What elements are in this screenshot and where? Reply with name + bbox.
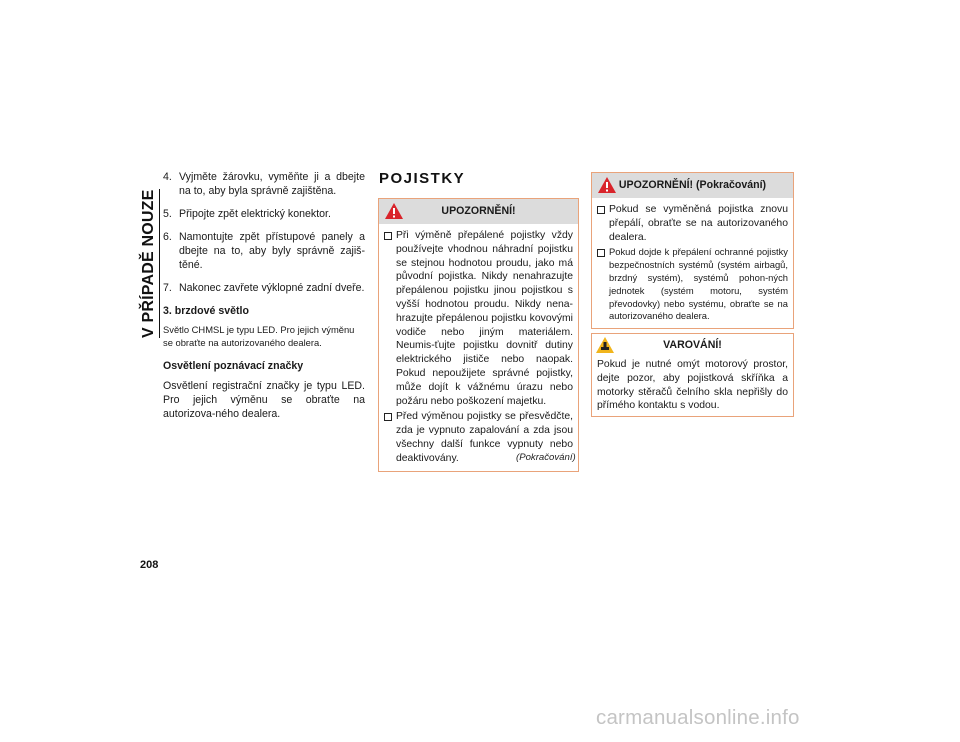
warning-text: Pokud je nutné omýt motorový prostor, dejte pozor, aby pojistková skříňka a motorky stěračů čelního skla nepřišly do přímého kontaktu s vodou. [597,359,788,412]
checkbox-bullet-icon [597,249,605,257]
page-number: 208 [140,559,159,571]
warning-body [592,356,793,416]
checkbox-bullet-icon [384,232,392,240]
caution-title: UPOZORNĚNÍ! [441,205,516,217]
step-text: Připojte zpět elektrický konektor. [179,208,331,220]
step-number: 5. [163,208,172,220]
caution-bullet-text: Při výměně přepálené pojistky vždy používejte vhodnou náhradní pojistku se stejnou hodnotou proudu, jako má původní pojistka. Nikdy nenahrazujte přepálenou pojistku jinou pojistkou s vyšší hodnotou proudu. Nikdy nena-hrazujte přepálenou pojistku kovovými vodiče nebo jiným materiálem. Neumis-ťujte pojistku dovnitř dutiny elektrického jističe nebo naopak. Pokud nepoužijete správné pojistky, může dojít k vážnému úrazu nebo požáru nebo poškození majetku. [396,230,573,407]
checkbox-bullet-icon [597,206,605,214]
step-item [163,207,365,221]
step-item [163,230,365,272]
warning-title: VAROVÁNÍ! [663,339,722,351]
caution-bullet-text: Pokud dojde k přepálení ochranné pojistky bezpečnostních systémů (systém airbagů, brzdný systém), systémů pohon-ných jednotek (systém motoru, systém převodovky) nebo systému, obraťte se na autorizovaného dealera. [609,246,788,322]
watermark: carmanualsonline.info [596,706,800,729]
step-number: 6. [163,231,172,243]
step-text: Namontujte zpět přístupové panely a dbejte na to, aby byly správně zajiš-těné. [179,231,365,271]
step-number: 4. [163,171,172,183]
caution-box [378,198,579,472]
caution-bullet [597,203,788,244]
section-title: POJISTKY [379,170,466,187]
caution-bullet-text: Pokud se vyměněná pojistka znovu přepálí, obraťte se na autorizovaného dealera. [609,204,788,243]
caution-continued-title: UPOZORNĚNÍ! (Pokračování) [618,179,767,191]
caution-continued-box [591,172,794,329]
continued-note: (Pokračování) [516,452,576,463]
step-text: Nakonec zavřete výklopné zadní dveře. [179,282,365,294]
warning-header [592,334,793,356]
plate-light-text: Osvětlení registrační značky je typu LED. Pro jejich výměnu se obraťte na autorizova-ného dealera. [163,380,365,420]
brake-light-heading: 3. brzdové světlo [163,305,249,317]
caution-bullet [384,229,573,408]
checkbox-bullet-icon [384,413,392,421]
left-column [163,170,365,421]
step-item [163,281,365,295]
caution-bullet [597,246,788,323]
step-item [163,170,365,198]
brake-light-text: Světlo CHMSL je typu LED. Pro jejich výměnu se obraťte na autorizovaného dealera. [163,324,355,348]
caution-continued-header [592,173,793,198]
warning-box [591,333,794,417]
caution-body [379,224,578,471]
caution-continued-body [592,198,793,328]
step-number: 7. [163,282,172,294]
step-text: Vyjměte žárovku, vyměňte ji a dbejte na to, aby byla správně zajištěna. [179,171,365,197]
chapter-title: V PŘÍPADĚ NOUZE [140,190,160,339]
caution-bullet-text: Před výměnou pojistky se přesvědčte, zda je vypnuto zapalování a zda jsou všechny další funkce vypnuty nebo deaktivovány. [396,411,573,464]
caution-header [379,199,578,224]
plate-light-heading: Osvětlení poznávací značky [163,360,304,372]
chapter-side-tab [138,160,160,360]
